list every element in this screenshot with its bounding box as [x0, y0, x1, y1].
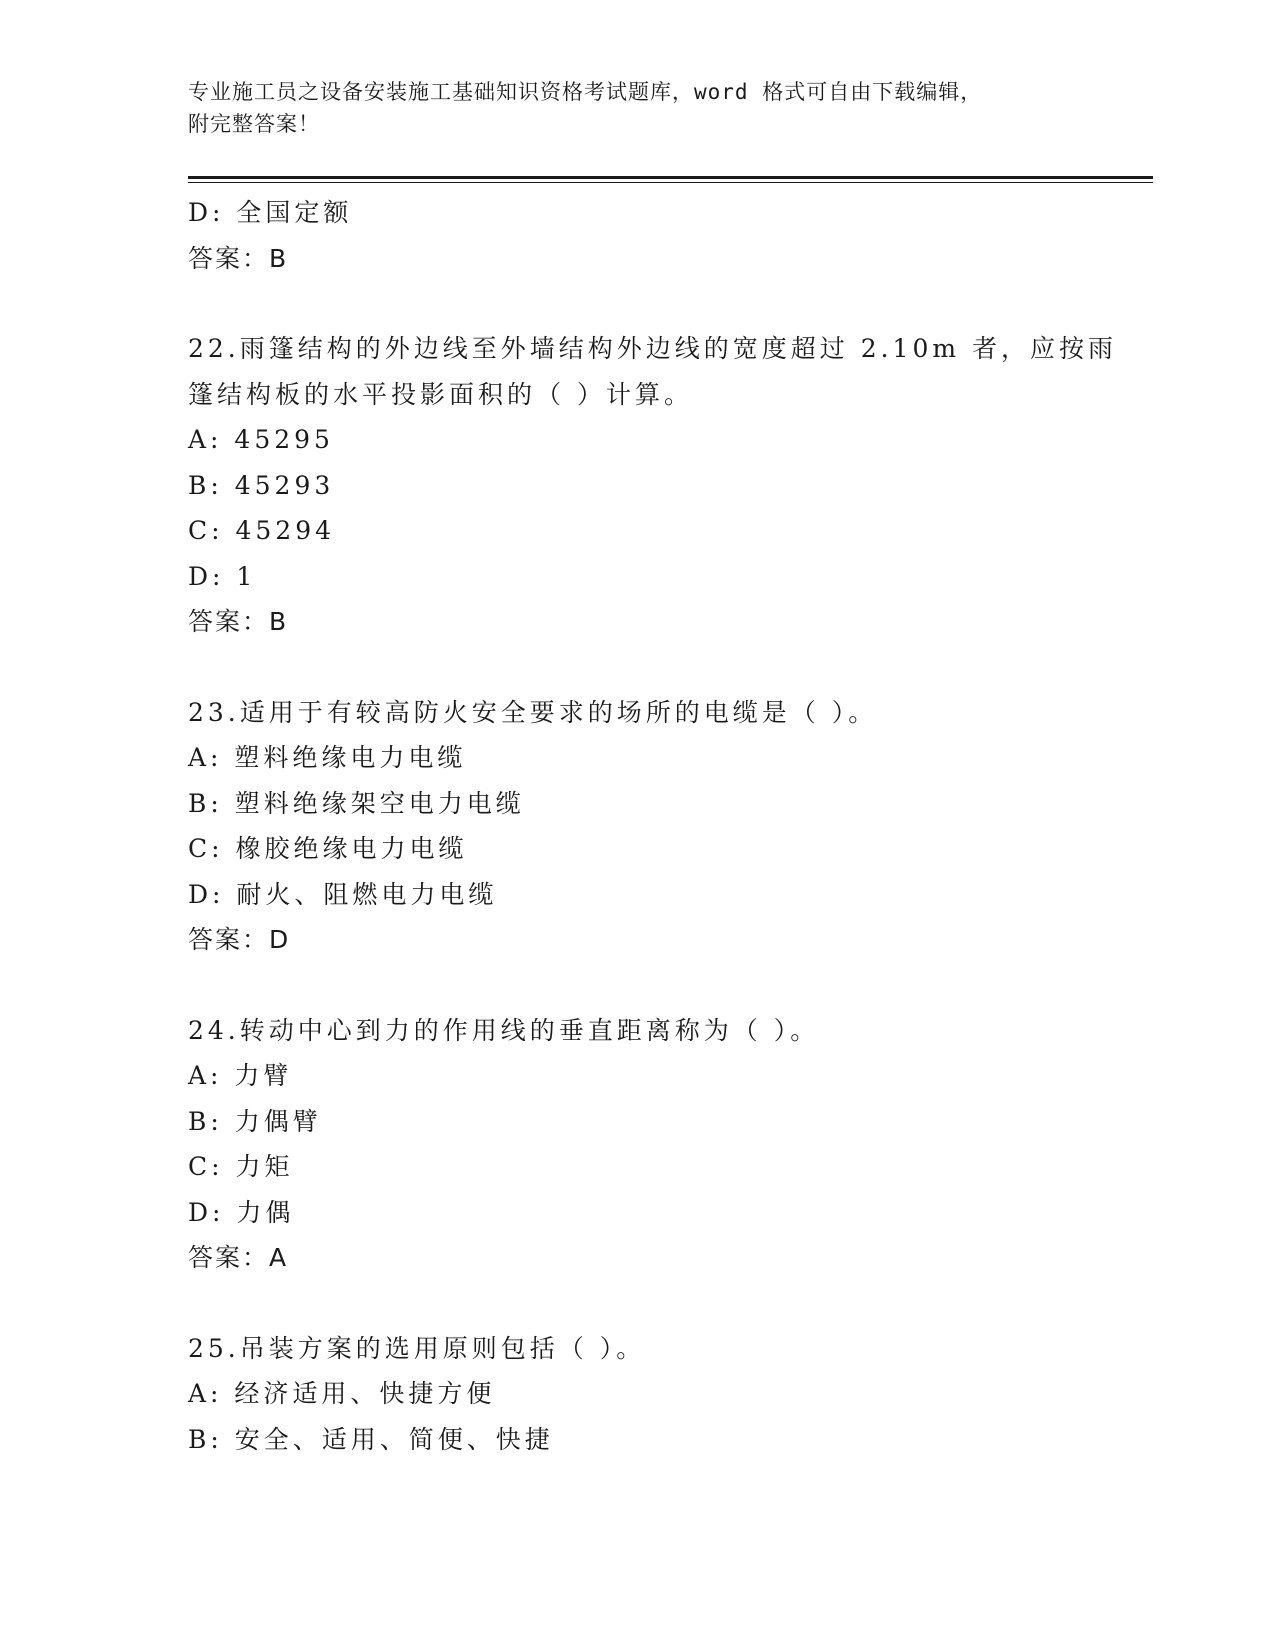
option-a: A: 经济适用、快捷方便 [188, 1379, 496, 1408]
answer-label: 答案：D [188, 925, 291, 954]
question-text: 23.适用于有较高防火安全要求的场所的电缆是（ ）。 [188, 697, 878, 727]
question-22 [188, 326, 1118, 645]
option-b: B: 力偶臂 [188, 1106, 322, 1136]
option-a: A: 45295 [188, 425, 334, 454]
question-23 [188, 690, 1088, 963]
option-c: C: 橡胶绝缘电力电缆 [188, 834, 468, 863]
question-text-continued: 篷结构板的水平投影面积的（ ）计算。 [188, 379, 693, 409]
answer-label: 答案：B [188, 243, 289, 273]
answer-label: 答案：B [188, 607, 289, 636]
document-header [188, 76, 1068, 140]
answer-label: 答案：A [188, 1243, 289, 1272]
header-divider-thin [188, 182, 1153, 183]
option-a: A: 塑料绝缘电力电缆 [188, 743, 467, 772]
option-a: A: 力臂 [188, 1061, 293, 1090]
option-c: C: 45294 [188, 516, 336, 545]
header-line-1: 专业施工员之设备安装施工基础知识资格考试题库，word 格式可自由下载编辑， [188, 80, 983, 104]
spacer [188, 281, 1088, 326]
question-text: 24.转动中心到力的作用线的垂直距离称为（ ）。 [188, 1015, 820, 1045]
question-24 [188, 1008, 1088, 1281]
question-25 [188, 1326, 1088, 1463]
question-text: 22.雨篷结构的外边线至外墙结构外边线的宽度超过 2.10m 者，应按雨 [188, 334, 1118, 363]
option-c: C: 力矩 [188, 1152, 294, 1181]
spacer [188, 645, 1088, 690]
header-divider-thick [188, 176, 1153, 179]
question-text: 25.吊装方案的选用原则包括（ ）。 [188, 1333, 646, 1363]
spacer [188, 963, 1088, 1008]
option-d: D: 全国定额 [188, 198, 353, 227]
option-d: D: 耐火、阻燃电力电缆 [188, 879, 498, 909]
option-d: D: 1 [188, 561, 257, 591]
option-d: D: 力偶 [188, 1197, 295, 1227]
option-b: B: 塑料绝缘架空电力电缆 [188, 788, 525, 818]
option-b: B: 安全、适用、简便、快捷 [188, 1424, 554, 1454]
question-list [188, 190, 1118, 1462]
option-b: B: 45293 [188, 470, 335, 500]
header-line-2: 附完整答案！ [188, 112, 320, 136]
spacer [188, 1281, 1088, 1326]
